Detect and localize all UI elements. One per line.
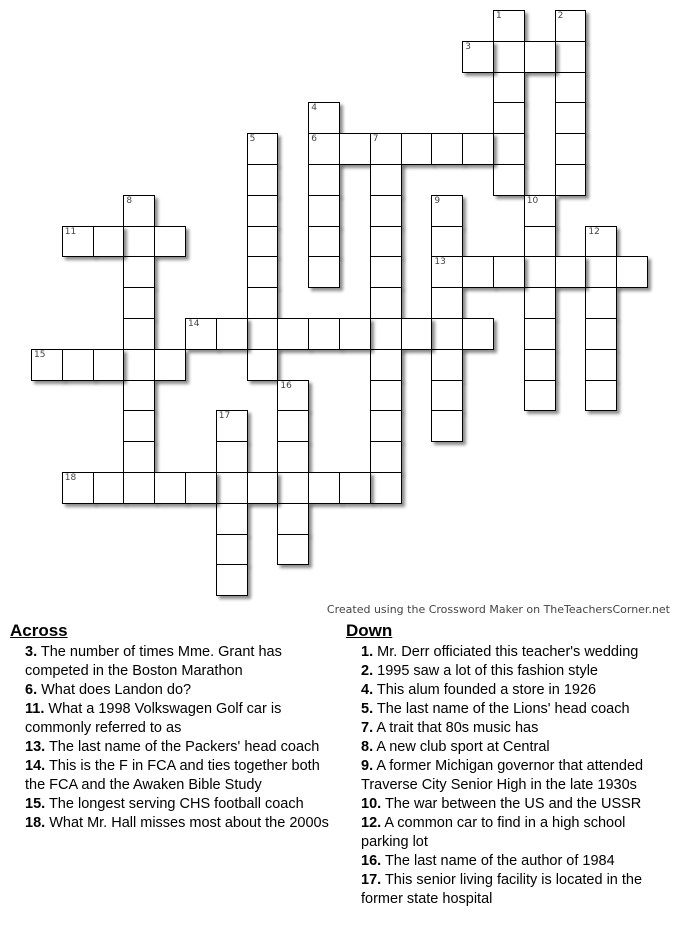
- grid-cell[interactable]: [247, 318, 279, 350]
- grid-cell[interactable]: [431, 287, 463, 319]
- cell-number: 10: [526, 195, 539, 206]
- clue-text: What does Landon do?: [41, 682, 192, 698]
- grid-cell[interactable]: [308, 164, 340, 196]
- grid-cell[interactable]: [493, 10, 525, 42]
- grid-cell[interactable]: [370, 472, 402, 504]
- grid-cell[interactable]: [339, 472, 371, 504]
- grid-cell[interactable]: [247, 256, 279, 288]
- cell-number: 2: [557, 11, 564, 21]
- grid-cell[interactable]: [616, 256, 648, 288]
- grid-cell[interactable]: [370, 195, 402, 227]
- grid-cell[interactable]: [247, 472, 279, 504]
- grid-cell[interactable]: [370, 318, 402, 350]
- grid-cell[interactable]: [308, 472, 340, 504]
- clue-number: 9.: [361, 758, 374, 774]
- cell-number: 6: [311, 134, 317, 145]
- grid-cell[interactable]: [555, 102, 587, 134]
- grid-cell[interactable]: [247, 226, 279, 258]
- grid-cell[interactable]: [524, 318, 556, 350]
- grid-cell[interactable]: [185, 318, 217, 350]
- grid-cell[interactable]: [93, 472, 125, 504]
- grid-cell[interactable]: [277, 410, 309, 442]
- grid-cell[interactable]: [401, 133, 433, 165]
- clue-number: 10.: [361, 796, 382, 812]
- clue-text: A common car to find in a high school parking lot: [361, 815, 626, 850]
- clue-number: 12.: [361, 815, 382, 831]
- grid-cell[interactable]: [585, 380, 617, 412]
- grid-cell[interactable]: [308, 102, 340, 134]
- clue-text: The last name of the author of 1984: [384, 853, 615, 869]
- down-clue: [346, 681, 676, 700]
- grid-cell[interactable]: [216, 503, 248, 535]
- grid-cell[interactable]: [524, 380, 556, 412]
- clue-text: A new club sport at Central: [376, 739, 550, 755]
- grid-cell[interactable]: [370, 256, 402, 288]
- cell-number: 17: [218, 411, 231, 422]
- down-clue: [346, 643, 676, 662]
- cell-number: 16: [280, 380, 292, 391]
- clue-text: A trait that 80s music has: [376, 720, 539, 736]
- grid-cell[interactable]: [247, 133, 279, 165]
- grid-cell[interactable]: [308, 133, 340, 165]
- clue-text: This senior living facility is located in the former state hospital: [361, 872, 643, 907]
- grid-cell[interactable]: [123, 349, 155, 381]
- cell-number: 11: [64, 226, 77, 237]
- grid-cell[interactable]: [216, 564, 248, 596]
- clue-number: 18.: [25, 815, 46, 831]
- grid-cell[interactable]: [123, 441, 155, 473]
- clue-number: 16.: [361, 853, 382, 869]
- grid-cell[interactable]: [62, 472, 94, 504]
- grid-cell[interactable]: [216, 534, 248, 566]
- grid-cell[interactable]: [62, 226, 94, 258]
- grid-cell[interactable]: [247, 195, 279, 227]
- cell-number: 1: [496, 11, 502, 21]
- down-clue: [346, 738, 676, 757]
- across-clue: [10, 738, 330, 757]
- across-clue: [10, 795, 330, 814]
- grid-cell[interactable]: [123, 226, 155, 258]
- down-clue: [346, 795, 676, 814]
- clue-text: A former Michigan governor that attended Traverse City Senior High in the late 1930s: [361, 758, 644, 793]
- clue-text: This is the F in FCA and ties together both the FCA and the Awaken Bible Study: [25, 758, 320, 793]
- grid-cell[interactable]: [524, 287, 556, 319]
- grid-cell[interactable]: [277, 534, 309, 566]
- clue-number: 4.: [361, 682, 374, 698]
- grid-cell[interactable]: [339, 133, 371, 165]
- grid-cell[interactable]: [123, 195, 155, 227]
- down-clue: [346, 700, 676, 719]
- grid-cell[interactable]: [431, 256, 463, 288]
- grid-cell[interactable]: [524, 41, 556, 73]
- grid-cell[interactable]: [339, 318, 371, 350]
- grid-cell[interactable]: [493, 256, 525, 288]
- grid-cell[interactable]: [555, 72, 587, 104]
- grid-cell[interactable]: [524, 226, 556, 258]
- down-clue: [346, 814, 676, 852]
- grid-cell[interactable]: [123, 287, 155, 319]
- grid-cell[interactable]: [585, 318, 617, 350]
- across-list: [10, 643, 330, 833]
- down-heading: Down: [346, 621, 393, 640]
- clue-number: 6.: [25, 682, 38, 698]
- grid-cell[interactable]: [277, 318, 309, 350]
- grid-cell[interactable]: [308, 195, 340, 227]
- grid-cell[interactable]: [370, 349, 402, 381]
- across-clue: [10, 681, 330, 700]
- grid-cell[interactable]: [154, 226, 186, 258]
- cell-number: 18: [64, 473, 77, 483]
- down-clue: [346, 719, 676, 738]
- clue-number: 15.: [25, 796, 46, 812]
- grid-cell[interactable]: [277, 472, 309, 504]
- grid-cell[interactable]: [62, 349, 94, 381]
- clue-number: 7.: [361, 720, 374, 736]
- cell-number: 8: [126, 195, 133, 206]
- clue-text: The number of times Mme. Grant has competed in the Boston Marathon: [25, 644, 282, 679]
- grid-cell[interactable]: [462, 318, 494, 350]
- clue-number: 8.: [361, 739, 374, 755]
- clue-text: The last name of the Packers' head coach: [48, 739, 320, 755]
- grid-cell[interactable]: [123, 256, 155, 288]
- grid-cell[interactable]: [462, 133, 494, 165]
- clue-text: 1995 saw a lot of this fashion style: [377, 663, 598, 679]
- grid-cell[interactable]: [462, 41, 494, 73]
- grid-cell[interactable]: [308, 226, 340, 258]
- grid-cell[interactable]: [431, 195, 463, 227]
- cell-number: 3: [465, 41, 471, 52]
- grid-cell[interactable]: [123, 380, 155, 412]
- clue-text: What a 1998 Volkswagen Golf car is commonly referred to as: [25, 701, 282, 736]
- across-clue: [10, 643, 330, 681]
- grid-cell[interactable]: [123, 318, 155, 350]
- grid-cell[interactable]: [308, 318, 340, 350]
- clue-number: 11.: [25, 701, 45, 717]
- grid-cell[interactable]: [216, 472, 248, 504]
- grid-cell[interactable]: [524, 349, 556, 381]
- grid-cell[interactable]: [493, 72, 525, 104]
- grid-cell[interactable]: [370, 226, 402, 258]
- clue-text: Mr. Derr officiated this teacher's wedding: [377, 644, 639, 660]
- cell-number: 14: [188, 319, 200, 329]
- clue-number: 3.: [25, 644, 38, 660]
- cell-number: 15: [34, 349, 46, 360]
- clue-number: 14.: [25, 758, 46, 774]
- grid-cell[interactable]: [370, 441, 402, 473]
- down-clue: [346, 757, 676, 795]
- grid-cell[interactable]: [431, 380, 463, 412]
- cell-number: 13: [434, 257, 446, 268]
- cell-number: 4: [311, 103, 317, 114]
- grid-cell[interactable]: [216, 410, 248, 442]
- grid-cell[interactable]: [247, 287, 279, 319]
- grid-cell[interactable]: [431, 410, 463, 442]
- grid-cell[interactable]: [185, 472, 217, 504]
- grid-cell[interactable]: [370, 164, 402, 196]
- grid-cell[interactable]: [493, 133, 525, 165]
- clue-text: What Mr. Hall misses most about the 2000s: [49, 815, 329, 831]
- clue-number: 13.: [25, 739, 46, 755]
- grid-cell[interactable]: [370, 133, 402, 165]
- grid-cell[interactable]: [431, 133, 463, 165]
- grid-cell[interactable]: [370, 287, 402, 319]
- grid-cell[interactable]: [216, 318, 248, 350]
- grid-cell[interactable]: [308, 256, 340, 288]
- grid-cell[interactable]: [216, 441, 248, 473]
- grid-cell[interactable]: [93, 226, 125, 258]
- grid-cell[interactable]: [277, 441, 309, 473]
- down-clues: [346, 621, 676, 909]
- clue-text: The war between the US and the USSR: [384, 796, 642, 812]
- grid-cell[interactable]: [493, 164, 525, 196]
- grid-cell[interactable]: [555, 133, 587, 165]
- grid-cell[interactable]: [247, 164, 279, 196]
- grid-cell[interactable]: [370, 410, 402, 442]
- down-clue: [346, 662, 676, 681]
- grid-cell[interactable]: [123, 410, 155, 442]
- grid-cell[interactable]: [555, 164, 587, 196]
- credit-text: Created using the Crossword Maker on TheTeachersCorner.net: [326, 603, 670, 616]
- clue-text: This alum founded a store in 1926: [376, 682, 597, 698]
- grid-cell[interactable]: [401, 318, 433, 350]
- clue-text: The longest serving CHS football coach: [48, 796, 304, 812]
- grid-cell[interactable]: [31, 349, 63, 381]
- grid-cell[interactable]: [585, 287, 617, 319]
- grid-cell[interactable]: [524, 195, 556, 227]
- grid-cell[interactable]: [247, 349, 279, 381]
- grid-cell[interactable]: [585, 256, 617, 288]
- grid-cell[interactable]: [277, 380, 309, 412]
- down-list: [346, 643, 676, 909]
- grid-cell[interactable]: [585, 226, 617, 258]
- grid-cell[interactable]: [370, 380, 402, 412]
- cell-number: 12: [588, 226, 600, 237]
- grid-cell[interactable]: [524, 256, 556, 288]
- grid-cell[interactable]: [277, 503, 309, 535]
- clue-number: 5.: [361, 701, 374, 717]
- grid-cell[interactable]: [154, 472, 186, 504]
- down-clue: [346, 871, 676, 909]
- grid-cell[interactable]: [123, 472, 155, 504]
- across-clue: [10, 757, 330, 795]
- grid-cell[interactable]: [431, 318, 463, 350]
- clue-number: 2.: [361, 663, 374, 679]
- grid-cell[interactable]: [431, 226, 463, 258]
- across-clue: [10, 700, 330, 738]
- grid-cell[interactable]: [154, 349, 186, 381]
- clue-number: 1.: [361, 644, 374, 660]
- across-clue: [10, 814, 330, 833]
- grid-cell[interactable]: [462, 256, 494, 288]
- grid-cell[interactable]: [431, 349, 463, 381]
- grid-cell[interactable]: [555, 41, 587, 73]
- grid-cell[interactable]: [555, 10, 587, 42]
- grid-cell[interactable]: [555, 256, 587, 288]
- cell-number: 5: [249, 134, 256, 145]
- clue-text: The last name of the Lions' head coach: [376, 701, 630, 717]
- grid-cell[interactable]: [493, 102, 525, 134]
- down-clue: [346, 852, 676, 871]
- cell-number: 7: [372, 134, 379, 145]
- grid-cell[interactable]: [585, 349, 617, 381]
- grid-cell[interactable]: [93, 349, 125, 381]
- across-heading: Across: [10, 621, 68, 640]
- cell-number: 9: [434, 195, 441, 206]
- grid-cell[interactable]: [493, 41, 525, 73]
- clue-number: 17.: [361, 872, 382, 888]
- across-clues: [10, 621, 330, 833]
